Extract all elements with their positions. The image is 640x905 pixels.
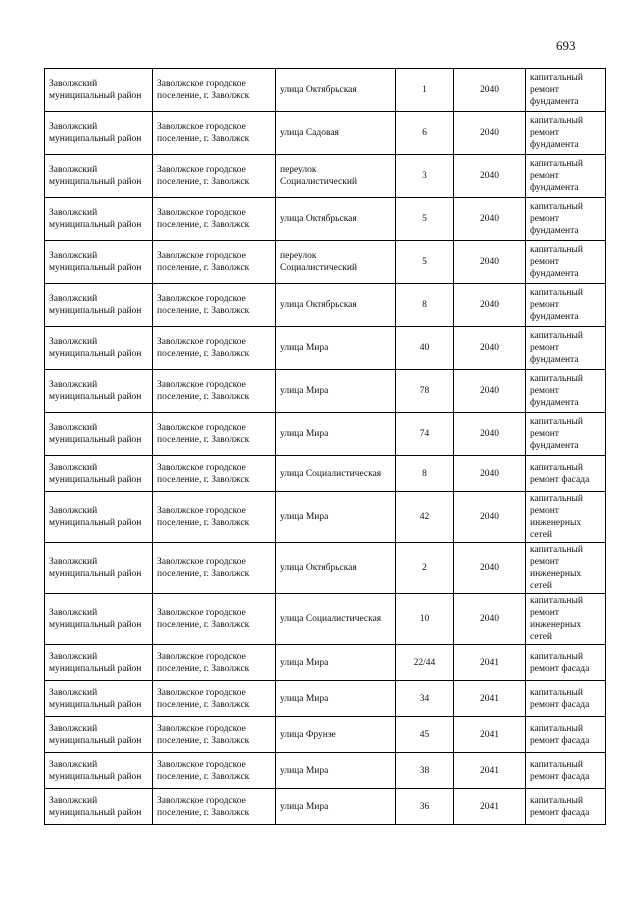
- table-row: [45, 645, 606, 681]
- table-row: [45, 753, 606, 789]
- settlement-cell: Заволжское городское поселение, г. Заволжск: [153, 370, 276, 413]
- street-cell: переулок Социалистический: [276, 155, 396, 198]
- district-cell: Заволжский муниципальный район: [45, 413, 153, 456]
- year-cell: 2040: [454, 112, 526, 155]
- year-cell: 2041: [454, 681, 526, 717]
- year-cell: 2040: [454, 198, 526, 241]
- table-row: [45, 681, 606, 717]
- table-row: [45, 112, 606, 155]
- work-type-cell: капитальный ремонт инженерных сетей: [526, 492, 606, 543]
- house-number-cell: 34: [396, 681, 454, 717]
- work-type-cell: капитальный ремонт фундамента: [526, 241, 606, 284]
- year-cell: 2041: [454, 753, 526, 789]
- street-cell: улица Социалистическая: [276, 456, 396, 492]
- district-cell: Заволжский муниципальный район: [45, 327, 153, 370]
- year-cell: 2040: [454, 155, 526, 198]
- table-row: [45, 155, 606, 198]
- district-cell: Заволжский муниципальный район: [45, 198, 153, 241]
- district-cell: Заволжский муниципальный район: [45, 645, 153, 681]
- house-number-cell: 1: [396, 69, 454, 112]
- street-cell: улица Садовая: [276, 112, 396, 155]
- house-number-cell: 5: [396, 198, 454, 241]
- district-cell: Заволжский муниципальный район: [45, 284, 153, 327]
- table-row: [45, 717, 606, 753]
- house-number-cell: 45: [396, 717, 454, 753]
- work-type-cell: капитальный ремонт фундамента: [526, 112, 606, 155]
- district-cell: Заволжский муниципальный район: [45, 717, 153, 753]
- street-cell: переулок Социалистический: [276, 241, 396, 284]
- settlement-cell: Заволжское городское поселение, г. Заволжск: [153, 241, 276, 284]
- settlement-cell: Заволжское городское поселение, г. Заволжск: [153, 284, 276, 327]
- settlement-cell: Заволжское городское поселение, г. Заволжск: [153, 456, 276, 492]
- year-cell: 2040: [454, 413, 526, 456]
- year-cell: 2040: [454, 456, 526, 492]
- work-type-cell: капитальный ремонт инженерных сетей: [526, 594, 606, 645]
- table-body: [45, 69, 606, 825]
- table-row: [45, 789, 606, 825]
- table-row: [45, 198, 606, 241]
- district-cell: Заволжский муниципальный район: [45, 681, 153, 717]
- house-number-cell: 8: [396, 284, 454, 327]
- settlement-cell: Заволжское городское поселение, г. Заволжск: [153, 717, 276, 753]
- house-number-cell: 22/44: [396, 645, 454, 681]
- year-cell: 2040: [454, 543, 526, 594]
- house-number-cell: 42: [396, 492, 454, 543]
- work-type-cell: капитальный ремонт фундамента: [526, 327, 606, 370]
- house-number-cell: 10: [396, 594, 454, 645]
- district-cell: Заволжский муниципальный район: [45, 789, 153, 825]
- work-type-cell: капитальный ремонт фундамента: [526, 284, 606, 327]
- house-number-cell: 36: [396, 789, 454, 825]
- settlement-cell: Заволжское городское поселение, г. Заволжск: [153, 753, 276, 789]
- work-type-cell: капитальный ремонт фасада: [526, 753, 606, 789]
- district-cell: Заволжский муниципальный район: [45, 543, 153, 594]
- work-type-cell: капитальный ремонт фасада: [526, 645, 606, 681]
- year-cell: 2040: [454, 241, 526, 284]
- settlement-cell: Заволжское городское поселение, г. Заволжск: [153, 112, 276, 155]
- table-row: [45, 543, 606, 594]
- settlement-cell: Заволжское городское поселение, г. Заволжск: [153, 327, 276, 370]
- street-cell: улица Мира: [276, 681, 396, 717]
- table-row: [45, 241, 606, 284]
- work-type-cell: капитальный ремонт фундамента: [526, 198, 606, 241]
- work-type-cell: капитальный ремонт фасада: [526, 789, 606, 825]
- table-row: [45, 594, 606, 645]
- district-cell: Заволжский муниципальный район: [45, 241, 153, 284]
- house-number-cell: 6: [396, 112, 454, 155]
- table-row: [45, 69, 606, 112]
- district-cell: Заволжский муниципальный район: [45, 370, 153, 413]
- year-cell: 2040: [454, 327, 526, 370]
- street-cell: улица Фрунзе: [276, 717, 396, 753]
- year-cell: 2041: [454, 717, 526, 753]
- district-cell: Заволжский муниципальный район: [45, 69, 153, 112]
- district-cell: Заволжский муниципальный район: [45, 456, 153, 492]
- table-row: [45, 456, 606, 492]
- street-cell: улица Социалистическая: [276, 594, 396, 645]
- house-number-cell: 8: [396, 456, 454, 492]
- street-cell: улица Мира: [276, 753, 396, 789]
- district-cell: Заволжский муниципальный район: [45, 155, 153, 198]
- district-cell: Заволжский муниципальный район: [45, 492, 153, 543]
- page-number: 693: [556, 38, 576, 53]
- year-cell: 2040: [454, 69, 526, 112]
- street-cell: улица Октябрьская: [276, 284, 396, 327]
- house-number-cell: 40: [396, 327, 454, 370]
- table-row: [45, 327, 606, 370]
- work-type-cell: капитальный ремонт фундамента: [526, 370, 606, 413]
- settlement-cell: Заволжское городское поселение, г. Заволжск: [153, 198, 276, 241]
- table-row: [45, 413, 606, 456]
- street-cell: улица Мира: [276, 327, 396, 370]
- street-cell: улица Мира: [276, 789, 396, 825]
- work-type-cell: капитальный ремонт фундамента: [526, 69, 606, 112]
- house-number-cell: 38: [396, 753, 454, 789]
- work-type-cell: капитальный ремонт инженерных сетей: [526, 543, 606, 594]
- district-cell: Заволжский муниципальный район: [45, 594, 153, 645]
- settlement-cell: Заволжское городское поселение, г. Заволжск: [153, 155, 276, 198]
- settlement-cell: Заволжское городское поселение, г. Заволжск: [153, 789, 276, 825]
- house-number-cell: 2: [396, 543, 454, 594]
- year-cell: 2040: [454, 492, 526, 543]
- street-cell: улица Мира: [276, 370, 396, 413]
- street-cell: улица Октябрьская: [276, 543, 396, 594]
- settlement-cell: Заволжское городское поселение, г. Заволжск: [153, 681, 276, 717]
- settlement-cell: Заволжское городское поселение, г. Заволжск: [153, 492, 276, 543]
- house-number-cell: 78: [396, 370, 454, 413]
- table-row: [45, 492, 606, 543]
- house-number-cell: 74: [396, 413, 454, 456]
- street-cell: улица Мира: [276, 645, 396, 681]
- street-cell: улица Мира: [276, 413, 396, 456]
- year-cell: 2040: [454, 594, 526, 645]
- settlement-cell: Заволжское городское поселение, г. Заволжск: [153, 543, 276, 594]
- settlement-cell: Заволжское городское поселение, г. Заволжск: [153, 645, 276, 681]
- work-type-cell: капитальный ремонт фасада: [526, 456, 606, 492]
- year-cell: 2041: [454, 789, 526, 825]
- street-cell: улица Мира: [276, 492, 396, 543]
- street-cell: улица Октябрьская: [276, 69, 396, 112]
- house-number-cell: 3: [396, 155, 454, 198]
- housing-repair-table: [44, 68, 606, 825]
- settlement-cell: Заволжское городское поселение, г. Заволжск: [153, 69, 276, 112]
- settlement-cell: Заволжское городское поселение, г. Заволжск: [153, 413, 276, 456]
- district-cell: Заволжский муниципальный район: [45, 112, 153, 155]
- work-type-cell: капитальный ремонт фундамента: [526, 155, 606, 198]
- year-cell: 2041: [454, 645, 526, 681]
- district-cell: Заволжский муниципальный район: [45, 753, 153, 789]
- table-row: [45, 370, 606, 413]
- work-type-cell: капитальный ремонт фундамента: [526, 413, 606, 456]
- year-cell: 2040: [454, 370, 526, 413]
- work-type-cell: капитальный ремонт фасада: [526, 681, 606, 717]
- work-type-cell: капитальный ремонт фасада: [526, 717, 606, 753]
- settlement-cell: Заволжское городское поселение, г. Заволжск: [153, 594, 276, 645]
- year-cell: 2040: [454, 284, 526, 327]
- table-row: [45, 284, 606, 327]
- house-number-cell: 5: [396, 241, 454, 284]
- street-cell: улица Октябрьская: [276, 198, 396, 241]
